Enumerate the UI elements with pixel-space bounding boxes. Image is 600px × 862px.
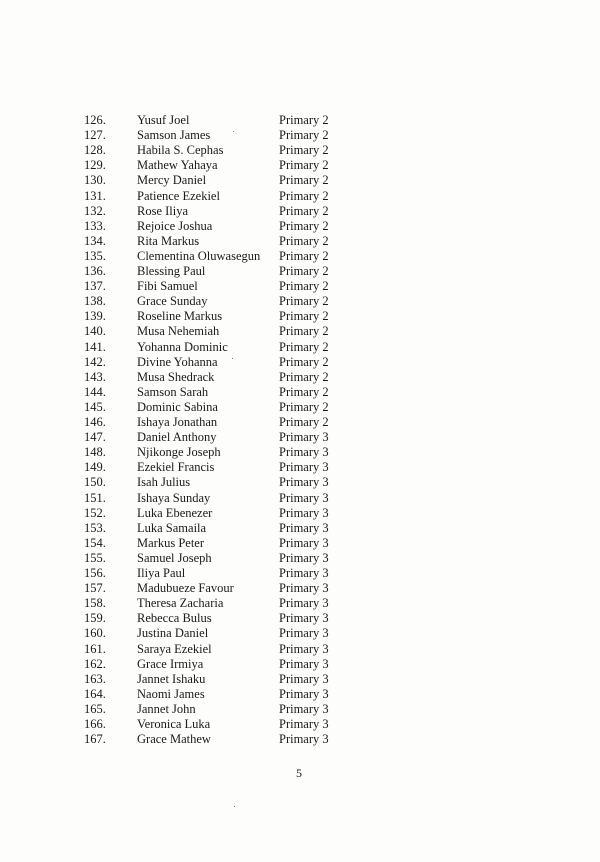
student-class: Primary 3 bbox=[279, 505, 329, 520]
student-class: Primary 2 bbox=[279, 143, 329, 158]
row-number: 133. bbox=[84, 218, 106, 233]
list-row bbox=[0, 309, 600, 324]
student-name: Divine Yohanna bbox=[137, 354, 218, 369]
row-number: 150. bbox=[84, 475, 106, 490]
row-number: 128. bbox=[84, 143, 106, 158]
list-row bbox=[0, 626, 600, 641]
student-class: Primary 2 bbox=[279, 399, 329, 414]
list-row bbox=[0, 143, 600, 158]
student-name: Mathew Yahaya bbox=[137, 158, 218, 173]
student-name: Ishaya Sunday bbox=[137, 490, 211, 505]
student-name: Dominic Sabina bbox=[137, 399, 218, 414]
list-row bbox=[0, 581, 600, 596]
list-row bbox=[0, 234, 600, 249]
student-class: Primary 3 bbox=[279, 717, 329, 731]
student-class: Primary 2 bbox=[279, 188, 329, 203]
row-number: 146. bbox=[84, 415, 106, 429]
student-name: Ezekiel Francis bbox=[137, 460, 215, 475]
list-row bbox=[0, 219, 600, 234]
student-name: Musa Nehemiah bbox=[137, 324, 220, 339]
list-row bbox=[0, 355, 600, 370]
row-number: 142. bbox=[84, 354, 106, 369]
student-name: Mercy Daniel bbox=[137, 173, 207, 188]
row-number: 148. bbox=[84, 445, 106, 460]
list-row bbox=[0, 294, 600, 309]
student-name: Naomi James bbox=[137, 686, 205, 701]
student-class: Primary 3 bbox=[279, 671, 329, 686]
list-row bbox=[0, 536, 600, 551]
student-class: Primary 2 bbox=[279, 158, 329, 173]
student-name: Njikonge Joseph bbox=[137, 445, 221, 460]
student-name: Yohanna Dominic bbox=[137, 339, 228, 354]
student-class: Primary 2 bbox=[279, 279, 329, 294]
list-row bbox=[0, 264, 600, 279]
row-number: 139. bbox=[84, 309, 106, 324]
list-row bbox=[0, 113, 600, 128]
row-number: 161. bbox=[84, 641, 106, 656]
row-number: 137. bbox=[84, 279, 106, 294]
student-name: Habila S. Cephas bbox=[137, 143, 224, 158]
row-number: 145. bbox=[84, 399, 106, 414]
list-row bbox=[0, 642, 600, 657]
student-name: Markus Peter bbox=[137, 535, 204, 550]
student-class: Primary 3 bbox=[279, 475, 329, 490]
row-number: 165. bbox=[84, 701, 106, 716]
list-row bbox=[0, 340, 600, 355]
student-class: Primary 3 bbox=[279, 445, 329, 460]
student-class: Primary 2 bbox=[279, 415, 329, 429]
row-number: 136. bbox=[84, 264, 106, 278]
row-number: 152. bbox=[84, 505, 106, 520]
row-number: 159. bbox=[84, 611, 106, 626]
student-name: Rejoice Joshua bbox=[137, 218, 213, 233]
row-number: 166. bbox=[84, 717, 106, 731]
student-class: Primary 2 bbox=[279, 113, 329, 127]
student-name: Isah Julius bbox=[137, 475, 191, 490]
student-class: Primary 3 bbox=[279, 460, 329, 475]
row-number: 156. bbox=[84, 566, 106, 580]
student-name: Fibi Samuel bbox=[137, 279, 198, 294]
list-row bbox=[0, 551, 600, 566]
row-number: 157. bbox=[84, 581, 106, 596]
student-class: Primary 2 bbox=[279, 128, 329, 143]
row-number: 132. bbox=[84, 203, 106, 218]
list-row bbox=[0, 370, 600, 385]
list-row bbox=[0, 385, 600, 400]
list-row bbox=[0, 173, 600, 188]
row-number: 131. bbox=[84, 188, 106, 203]
student-name: Rita Markus bbox=[137, 233, 200, 248]
student-class: Primary 2 bbox=[279, 218, 329, 233]
list-row bbox=[0, 611, 600, 626]
list-row bbox=[0, 430, 600, 445]
student-class: Primary 2 bbox=[279, 324, 329, 339]
student-class: Primary 3 bbox=[279, 430, 329, 445]
student-name: Samson James bbox=[137, 128, 211, 143]
student-name: Luka Ebenezer bbox=[137, 505, 213, 520]
row-number: 141. bbox=[84, 339, 106, 354]
list-row bbox=[0, 596, 600, 611]
scan-speck bbox=[233, 131, 234, 132]
student-name: Musa Shedrack bbox=[137, 369, 215, 384]
student-name: Grace Irmiya bbox=[137, 656, 204, 671]
list-row bbox=[0, 204, 600, 219]
student-name: Patience Ezekiel bbox=[137, 188, 220, 203]
row-number: 138. bbox=[84, 294, 106, 309]
row-number: 160. bbox=[84, 626, 106, 641]
page-number-text: 5 bbox=[296, 766, 302, 780]
list-row bbox=[0, 400, 600, 415]
student-name: Samson Sarah bbox=[137, 384, 209, 399]
student-class: Primary 3 bbox=[279, 701, 329, 716]
row-number: 130. bbox=[84, 173, 106, 188]
student-class: Primary 3 bbox=[279, 732, 329, 747]
row-number: 158. bbox=[84, 596, 106, 611]
student-name: Veronica Luka bbox=[137, 717, 211, 731]
student-class: Primary 2 bbox=[279, 294, 329, 309]
list-row bbox=[0, 475, 600, 490]
list-row bbox=[0, 732, 600, 747]
student-class: Primary 2 bbox=[279, 354, 329, 369]
student-class: Primary 3 bbox=[279, 581, 329, 596]
row-number: 134. bbox=[84, 233, 106, 248]
student-class: Primary 3 bbox=[279, 550, 329, 565]
student-name: Jannet John bbox=[137, 701, 196, 716]
row-number: 144. bbox=[84, 384, 106, 399]
list-row bbox=[0, 702, 600, 717]
student-name: Luka Samaila bbox=[137, 520, 207, 535]
student-name: Rebecca Bulus bbox=[137, 611, 212, 626]
row-number: 164. bbox=[84, 686, 106, 701]
row-number: 155. bbox=[84, 550, 106, 565]
student-name: Jannet Ishaku bbox=[137, 671, 206, 686]
list-row bbox=[0, 491, 600, 506]
student-class: Primary 2 bbox=[279, 384, 329, 399]
student-name: Blessing Paul bbox=[137, 264, 206, 278]
list-row bbox=[0, 717, 600, 732]
list-row bbox=[0, 566, 600, 581]
student-class: Primary 3 bbox=[279, 520, 329, 535]
student-class: Primary 2 bbox=[279, 203, 329, 218]
student-class: Primary 2 bbox=[279, 264, 329, 278]
list-row bbox=[0, 415, 600, 430]
row-number: 151. bbox=[84, 490, 106, 505]
student-name: Grace Sunday bbox=[137, 294, 208, 309]
student-class: Primary 3 bbox=[279, 611, 329, 626]
student-name: Yusuf Joel bbox=[137, 113, 190, 127]
list-row bbox=[0, 189, 600, 204]
list-row bbox=[0, 158, 600, 173]
row-number: 154. bbox=[84, 535, 106, 550]
student-class: Primary 2 bbox=[279, 233, 329, 248]
student-name: Theresa Zacharia bbox=[137, 596, 224, 611]
list-row bbox=[0, 521, 600, 536]
row-number: 140. bbox=[84, 324, 106, 339]
student-class: Primary 3 bbox=[279, 535, 329, 550]
student-class: Primary 2 bbox=[279, 309, 329, 324]
student-class: Primary 2 bbox=[279, 339, 329, 354]
student-class: Primary 3 bbox=[279, 626, 329, 641]
row-number: 163. bbox=[84, 671, 106, 686]
student-name: Rose Iliya bbox=[137, 203, 189, 218]
row-number: 126. bbox=[84, 113, 106, 127]
student-class: Primary 3 bbox=[279, 490, 329, 505]
student-name: Grace Mathew bbox=[137, 732, 211, 747]
list-row bbox=[0, 460, 600, 475]
scan-speck bbox=[232, 358, 233, 359]
row-number: 129. bbox=[84, 158, 106, 173]
student-class: Primary 2 bbox=[279, 369, 329, 384]
list-row bbox=[0, 506, 600, 521]
student-name: Clementina Oluwasegun bbox=[137, 248, 261, 263]
row-number: 167. bbox=[84, 732, 106, 747]
row-number: 149. bbox=[84, 460, 106, 475]
student-name: Samuel Joseph bbox=[137, 550, 212, 565]
list-row bbox=[0, 687, 600, 702]
row-number: 143. bbox=[84, 369, 106, 384]
student-class: Primary 3 bbox=[279, 596, 329, 611]
student-name: Iliya Paul bbox=[137, 566, 186, 580]
list-row bbox=[0, 324, 600, 339]
student-class: Primary 2 bbox=[279, 248, 329, 263]
student-name: Roseline Markus bbox=[137, 309, 223, 324]
student-class: Primary 3 bbox=[279, 641, 329, 656]
student-name: Saraya Ezekiel bbox=[137, 641, 212, 656]
list-row bbox=[0, 445, 600, 460]
student-class: Primary 3 bbox=[279, 566, 329, 580]
student-class: Primary 3 bbox=[279, 686, 329, 701]
student-class: Primary 3 bbox=[279, 656, 329, 671]
student-name: Justina Daniel bbox=[137, 626, 209, 641]
list-row bbox=[0, 657, 600, 672]
student-name: Daniel Anthony bbox=[137, 430, 217, 445]
scan-speck bbox=[234, 806, 235, 807]
row-number: 127. bbox=[84, 128, 106, 143]
list-row bbox=[0, 672, 600, 687]
list-row bbox=[0, 279, 600, 294]
list-row bbox=[0, 128, 600, 143]
list-row bbox=[0, 249, 600, 264]
row-number: 147. bbox=[84, 430, 106, 445]
row-number: 162. bbox=[84, 656, 106, 671]
row-number: 135. bbox=[84, 248, 106, 263]
student-name: Ishaya Jonathan bbox=[137, 415, 218, 429]
row-number: 153. bbox=[84, 520, 106, 535]
student-class: Primary 2 bbox=[279, 173, 329, 188]
student-name: Madubueze Favour bbox=[137, 581, 234, 596]
